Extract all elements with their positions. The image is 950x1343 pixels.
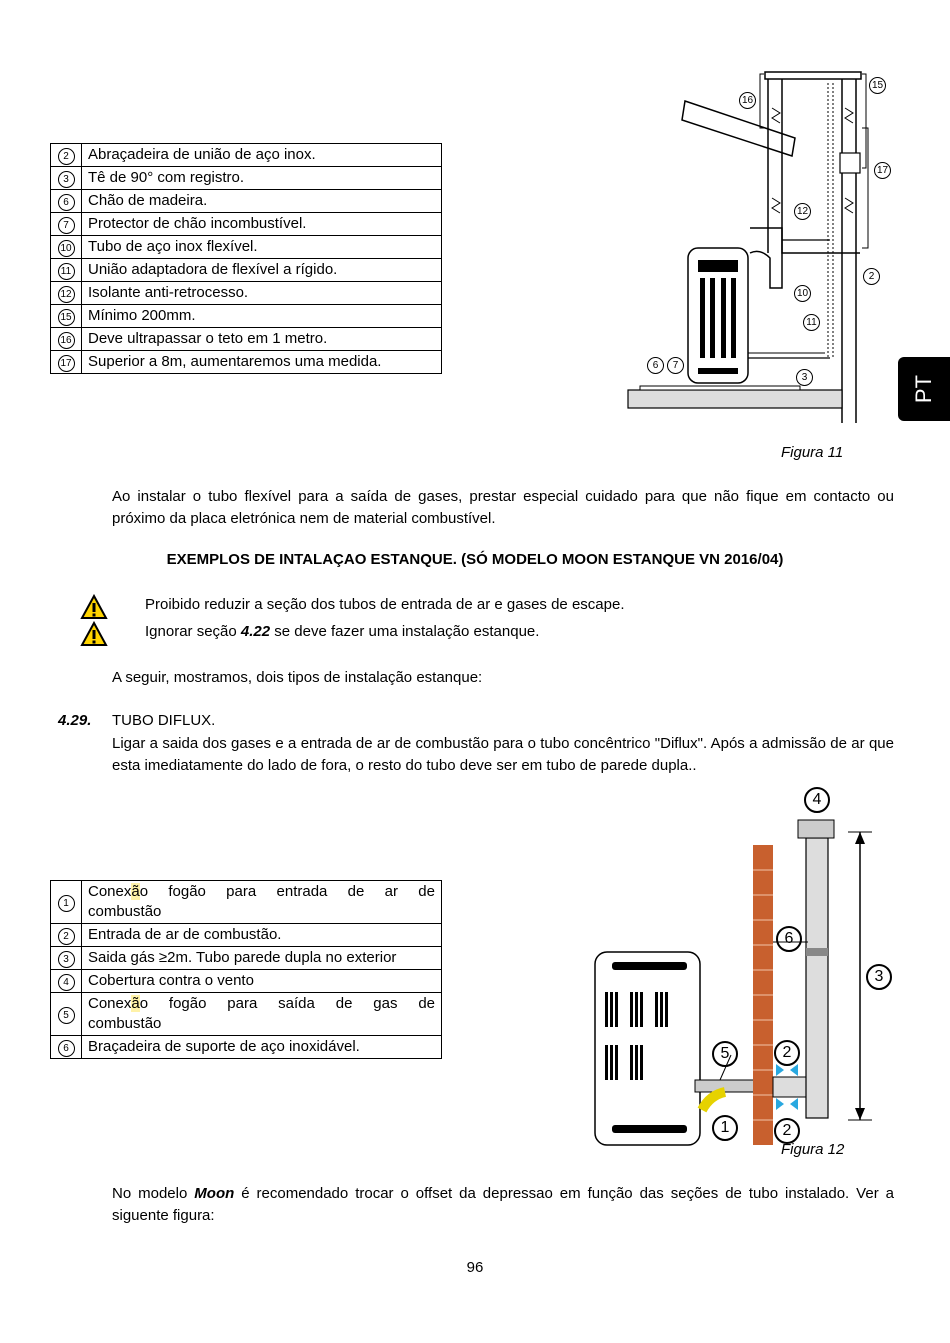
- figure-12-caption: Figura 12: [781, 1141, 845, 1158]
- figure-12-callout-1: 1: [712, 1115, 738, 1141]
- table-row: [51, 236, 442, 259]
- warning-text-2: [145, 623, 539, 640]
- text-part: Conex: [88, 995, 132, 1012]
- language-tab-label: PT: [911, 374, 936, 404]
- highlighted-char: ã: [131, 995, 140, 1012]
- table-row: [51, 259, 442, 282]
- table-row: [51, 993, 442, 1036]
- callout-number: 2: [58, 928, 75, 945]
- table-row: [51, 947, 442, 970]
- figure-11-callout-2: 2: [863, 268, 880, 285]
- text-part: combustão: [88, 1015, 162, 1032]
- table-row: [51, 144, 442, 167]
- row-number: [51, 144, 82, 167]
- intro-paragraph: A seguir, mostramos, dois tipos de instalação estanque:: [112, 669, 483, 686]
- row-number: [51, 190, 82, 213]
- warning-icon: [80, 594, 108, 620]
- row-number: [51, 1036, 82, 1059]
- figure-11-callout-15: 15: [869, 77, 886, 94]
- callout-number: 4: [58, 974, 75, 991]
- row-text: Saida gás ≥2m. Tubo parede dupla no exterior: [82, 947, 442, 970]
- table-row: [51, 924, 442, 947]
- table-row: [51, 351, 442, 374]
- row-text: Tubo de aço inox flexível.: [82, 236, 442, 259]
- table-row: [51, 970, 442, 993]
- offset-paragraph: [112, 1183, 894, 1227]
- figure-12-callout-4: 4: [804, 787, 830, 813]
- section-body: Ligar a saida dos gases e a entrada de ar de combustão para o tubo concêntrico "Diflux". Após a admissão de ar que esta imediatamente do lado de fora, o resto do tubo deve ser em tubo de parede dupla..: [112, 735, 894, 774]
- section-heading: EXEMPLOS DE INTALAÇAO ESTANQUE. (SÓ MODELO MOON ESTANQUE VN 2016/04): [166, 551, 784, 568]
- text-part: o fogão para saída de gas de: [139, 995, 435, 1012]
- warning-text-2-post: se deve fazer uma instalação estanque.: [270, 623, 540, 640]
- highlighted-char: ã: [131, 883, 140, 900]
- legend-table-figure-11: [50, 143, 442, 374]
- row-number: [51, 282, 82, 305]
- callout-number: 5: [58, 1007, 75, 1024]
- row-number: [51, 213, 82, 236]
- callout-number: 11: [58, 263, 75, 280]
- callout-number: 17: [58, 355, 75, 372]
- figure-11-callout-11: 11: [803, 314, 820, 331]
- text-part: é recomendado trocar o offset da depressao em função das seções de tubo instalado. Ver a siguente figura:: [112, 1185, 894, 1224]
- row-number: [51, 947, 82, 970]
- figure-12-callout-6: 6: [776, 926, 802, 952]
- section-reference: 4.22: [240, 623, 271, 640]
- row-number: [51, 924, 82, 947]
- callout-number: 3: [58, 951, 75, 968]
- figure-11-callout-7: 7: [667, 357, 684, 374]
- row-text: [82, 993, 442, 1036]
- row-number: [51, 328, 82, 351]
- row-number: [51, 167, 82, 190]
- legend-table-body: [51, 144, 442, 374]
- row-text: Tê de 90° com registro.: [82, 167, 442, 190]
- figure-11-caption: Figura 11: [781, 444, 844, 461]
- callout-number: 10: [58, 240, 75, 257]
- figure-12-callout-2: 2: [774, 1118, 800, 1144]
- table-row: [51, 213, 442, 236]
- row-text: Deve ultrapassar o teto em 1 metro.: [82, 328, 442, 351]
- figure-12-callout-5: 5: [712, 1041, 738, 1067]
- figure-12-callout-2: 2: [774, 1040, 800, 1066]
- row-text: Isolante anti-retrocesso.: [82, 282, 442, 305]
- row-text: Mínimo 200mm.: [82, 305, 442, 328]
- figure-11-diagram: [600, 68, 900, 428]
- figure-11-callout-16: 16: [739, 92, 756, 109]
- row-text: Cobertura contra o vento: [82, 970, 442, 993]
- row-text: Entrada de ar de combustão.: [82, 924, 442, 947]
- table-row: [51, 1036, 442, 1059]
- row-text: União adaptadora de flexível a rígido.: [82, 259, 442, 282]
- text-part: o fogão para entrada de ar de: [139, 883, 435, 900]
- table-row: [51, 282, 442, 305]
- figure-11-callout-6: 6: [647, 357, 664, 374]
- figure-11-callout-3: 3: [796, 369, 813, 386]
- section-number: 4.29.: [58, 712, 92, 729]
- table-row: [51, 305, 442, 328]
- callout-number: 6: [58, 194, 75, 211]
- figure-12-diagram: [590, 780, 910, 1150]
- language-tab: [898, 357, 950, 421]
- row-number: [51, 351, 82, 374]
- callout-number: 3: [58, 171, 75, 188]
- warning-icon: [80, 621, 108, 647]
- callout-number: 1: [58, 895, 75, 912]
- text-part: No modelo: [112, 1185, 195, 1202]
- table-row: [51, 167, 442, 190]
- row-number: [51, 970, 82, 993]
- warning-text-2-pre: Ignorar seção: [145, 623, 241, 640]
- flexible-tube-paragraph: Ao instalar o tubo flexível para a saída de gases, prestar especial cuidado para que não fique em contacto ou próximo da placa eletrónica nem de material combustível.: [112, 488, 894, 527]
- model-name: Moon: [194, 1185, 235, 1202]
- text-part: Conex: [88, 883, 132, 900]
- callout-number: 6: [58, 1040, 75, 1057]
- legend-table-figure-12: [50, 880, 442, 1059]
- warning-text-1: Proibido reduzir a seção dos tubos de entrada de ar e gases de escape.: [145, 596, 625, 613]
- row-text: Abraçadeira de união de aço inox.: [82, 144, 442, 167]
- section-title: TUBO DIFLUX.: [112, 712, 216, 729]
- figure-11-callout-17: 17: [874, 162, 891, 179]
- row-number: [51, 993, 82, 1036]
- callout-number: 7: [58, 217, 75, 234]
- callout-number: 2: [58, 148, 75, 165]
- callout-number: 15: [58, 309, 75, 326]
- row-number: [51, 305, 82, 328]
- text-part: combustão: [88, 903, 162, 920]
- table-row: [51, 190, 442, 213]
- row-text: Protector de chão incombustível.: [82, 213, 442, 236]
- callout-number: 12: [58, 286, 75, 303]
- table-row: [51, 881, 442, 924]
- row-text: Superior a 8m, aumentaremos uma medida.: [82, 351, 442, 374]
- callout-number: 16: [58, 332, 75, 349]
- row-number: [51, 236, 82, 259]
- table-row: [51, 328, 442, 351]
- row-text: Chão de madeira.: [82, 190, 442, 213]
- row-text: Braçadeira de suporte de aço inoxidável.: [82, 1036, 442, 1059]
- row-number: [51, 259, 82, 282]
- figure-11-callout-10: 10: [794, 285, 811, 302]
- page-number: 96: [466, 1259, 484, 1276]
- row-text: [82, 881, 442, 924]
- figure-11-callout-12: 12: [794, 203, 811, 220]
- figure-12-callout-3: 3: [866, 964, 892, 990]
- row-number: [51, 881, 82, 924]
